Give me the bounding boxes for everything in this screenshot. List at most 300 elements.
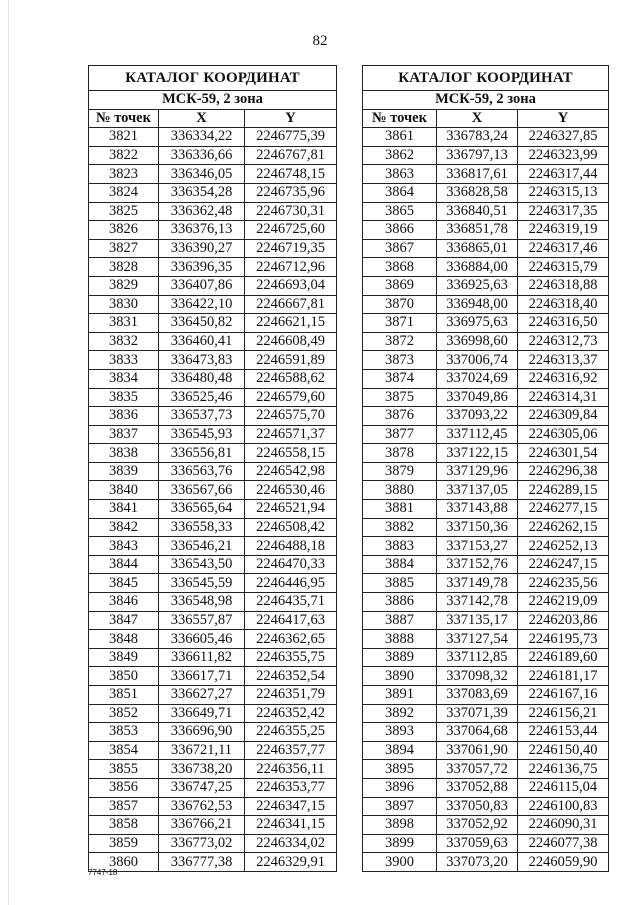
point-number-cell: 3865 — [363, 202, 437, 221]
point-number-cell: 3835 — [89, 388, 159, 407]
table-row — [363, 704, 609, 723]
table-row — [89, 704, 337, 723]
x-coordinate-cell: 337127,54 — [437, 630, 518, 649]
x-coordinate-cell: 336548,98 — [159, 593, 245, 612]
x-coordinate-cell: 336777,38 — [159, 853, 245, 872]
table-row — [89, 611, 337, 630]
x-coordinate-cell: 336558,33 — [159, 518, 245, 537]
point-number-cell: 3868 — [363, 258, 437, 277]
point-number-cell: 3840 — [89, 481, 159, 500]
point-number-cell: 3879 — [363, 462, 437, 481]
x-coordinate-cell: 337093,22 — [437, 407, 518, 426]
x-coordinate-cell: 336721,11 — [159, 741, 245, 760]
x-coordinate-cell: 337052,92 — [437, 816, 518, 835]
table-row — [89, 797, 337, 816]
y-coordinate-cell: 2246301,54 — [518, 444, 609, 463]
y-coordinate-cell: 2246153,44 — [518, 723, 609, 742]
point-number-cell: 3856 — [89, 778, 159, 797]
point-number-cell: 3829 — [89, 276, 159, 295]
point-number-cell: 3869 — [363, 276, 437, 295]
y-coordinate-cell: 2246521,94 — [245, 500, 337, 519]
point-number-cell: 3828 — [89, 258, 159, 277]
table-row — [89, 593, 337, 612]
table-row — [89, 481, 337, 500]
y-coordinate-cell: 2246588,62 — [245, 369, 337, 388]
table-row — [363, 537, 609, 556]
y-coordinate-cell: 2246667,81 — [245, 295, 337, 314]
x-coordinate-cell: 336783,24 — [437, 128, 518, 147]
point-number-cell: 3846 — [89, 593, 159, 612]
x-coordinate-cell: 337057,72 — [437, 760, 518, 779]
x-coordinate-cell: 336567,66 — [159, 481, 245, 500]
point-number-cell: 3873 — [363, 351, 437, 370]
column-header-y: Y — [518, 109, 609, 128]
x-coordinate-cell: 337143,88 — [437, 500, 518, 519]
x-coordinate-cell: 337122,15 — [437, 444, 518, 463]
y-coordinate-cell: 2246356,11 — [245, 760, 337, 779]
table-row — [363, 128, 609, 147]
x-coordinate-cell: 337083,69 — [437, 686, 518, 705]
table-row — [363, 500, 609, 519]
coordinate-catalog-table-right — [362, 65, 609, 872]
x-coordinate-cell: 336525,46 — [159, 388, 245, 407]
x-coordinate-cell: 337129,96 — [437, 462, 518, 481]
table-row — [363, 444, 609, 463]
x-coordinate-cell: 337150,36 — [437, 518, 518, 537]
table-row — [89, 295, 337, 314]
point-number-cell: 3871 — [363, 314, 437, 333]
point-number-cell: 3861 — [363, 128, 437, 147]
point-number-cell: 3854 — [89, 741, 159, 760]
point-number-cell: 3858 — [89, 816, 159, 835]
x-coordinate-cell: 336766,21 — [159, 816, 245, 835]
y-coordinate-cell: 2246289,15 — [518, 481, 609, 500]
point-number-cell: 3875 — [363, 388, 437, 407]
x-coordinate-cell: 336840,51 — [437, 202, 518, 221]
table-row — [363, 723, 609, 742]
x-coordinate-cell: 336450,82 — [159, 314, 245, 333]
y-coordinate-cell: 2246316,50 — [518, 314, 609, 333]
y-coordinate-cell: 2246329,91 — [245, 853, 337, 872]
table-row — [89, 518, 337, 537]
table-row — [89, 183, 337, 202]
catalog-title: КАТАЛОГ КООРДИНАТ — [89, 66, 337, 91]
y-coordinate-cell: 2246189,60 — [518, 648, 609, 667]
y-coordinate-cell: 2246435,71 — [245, 593, 337, 612]
point-number-cell: 3836 — [89, 407, 159, 426]
table-body-right — [363, 128, 609, 872]
table-row — [89, 537, 337, 556]
y-coordinate-cell: 2246352,42 — [245, 704, 337, 723]
point-number-cell: 3841 — [89, 500, 159, 519]
table-row — [363, 276, 609, 295]
y-coordinate-cell: 2246571,37 — [245, 425, 337, 444]
y-coordinate-cell: 2246317,44 — [518, 165, 609, 184]
point-number-cell: 3834 — [89, 369, 159, 388]
point-number-cell: 3891 — [363, 686, 437, 705]
x-coordinate-cell: 336948,00 — [437, 295, 518, 314]
table-row — [89, 388, 337, 407]
column-header-point-number: № точек — [89, 109, 159, 128]
table-row — [89, 741, 337, 760]
table-row — [363, 425, 609, 444]
y-coordinate-cell: 2246735,96 — [245, 183, 337, 202]
table-row — [89, 332, 337, 351]
point-number-cell: 3821 — [89, 128, 159, 147]
y-coordinate-cell: 2246488,18 — [245, 537, 337, 556]
point-number-cell: 3874 — [363, 369, 437, 388]
document-code: 7747-18 — [88, 868, 118, 877]
table-row — [89, 555, 337, 574]
catalog-title: КАТАЛОГ КООРДИНАТ — [363, 66, 609, 91]
y-coordinate-cell: 2246355,25 — [245, 723, 337, 742]
x-coordinate-cell: 337112,45 — [437, 425, 518, 444]
x-coordinate-cell: 336975,63 — [437, 314, 518, 333]
x-coordinate-cell: 336362,48 — [159, 202, 245, 221]
x-coordinate-cell: 336407,86 — [159, 276, 245, 295]
x-coordinate-cell: 336390,27 — [159, 239, 245, 258]
point-number-cell: 3897 — [363, 797, 437, 816]
point-number-cell: 3850 — [89, 667, 159, 686]
table-row — [363, 183, 609, 202]
y-coordinate-cell: 2246323,99 — [518, 146, 609, 165]
point-number-cell: 3825 — [89, 202, 159, 221]
point-number-cell: 3900 — [363, 853, 437, 872]
point-number-cell: 3880 — [363, 481, 437, 500]
y-coordinate-cell: 2246319,19 — [518, 221, 609, 240]
point-number-cell: 3887 — [363, 611, 437, 630]
table-row — [363, 369, 609, 388]
table-row — [363, 239, 609, 258]
point-number-cell: 3838 — [89, 444, 159, 463]
point-number-cell: 3855 — [89, 760, 159, 779]
point-number-cell: 3822 — [89, 146, 159, 165]
x-coordinate-cell: 336762,53 — [159, 797, 245, 816]
y-coordinate-cell: 2246712,96 — [245, 258, 337, 277]
table-row — [363, 351, 609, 370]
y-coordinate-cell: 2246296,38 — [518, 462, 609, 481]
table-row — [363, 574, 609, 593]
x-coordinate-cell: 336537,73 — [159, 407, 245, 426]
x-coordinate-cell: 336336,66 — [159, 146, 245, 165]
y-coordinate-cell: 2246470,33 — [245, 555, 337, 574]
point-number-cell: 3872 — [363, 332, 437, 351]
table-row — [363, 221, 609, 240]
y-coordinate-cell: 2246621,15 — [245, 314, 337, 333]
y-coordinate-cell: 2246156,21 — [518, 704, 609, 723]
table-row — [363, 258, 609, 277]
x-coordinate-cell: 336546,21 — [159, 537, 245, 556]
point-number-cell: 3843 — [89, 537, 159, 556]
table-row — [363, 611, 609, 630]
x-coordinate-cell: 336998,60 — [437, 332, 518, 351]
point-number-cell: 3883 — [363, 537, 437, 556]
x-coordinate-cell: 336565,64 — [159, 500, 245, 519]
point-number-cell: 3837 — [89, 425, 159, 444]
y-coordinate-cell: 2246203,86 — [518, 611, 609, 630]
table-row — [363, 648, 609, 667]
y-coordinate-cell: 2246730,31 — [245, 202, 337, 221]
point-number-cell: 3859 — [89, 834, 159, 853]
y-coordinate-cell: 2246167,16 — [518, 686, 609, 705]
y-coordinate-cell: 2246575,70 — [245, 407, 337, 426]
point-number-cell: 3876 — [363, 407, 437, 426]
x-coordinate-cell: 336473,83 — [159, 351, 245, 370]
point-number-cell: 3892 — [363, 704, 437, 723]
y-coordinate-cell: 2246136,75 — [518, 760, 609, 779]
column-header-point-number: № точек — [363, 109, 437, 128]
column-header-x: X — [159, 109, 245, 128]
x-coordinate-cell: 336605,46 — [159, 630, 245, 649]
point-number-cell: 3886 — [363, 593, 437, 612]
coordinate-system-label: МСК-59, 2 зона — [363, 91, 609, 110]
point-number-cell: 3888 — [363, 630, 437, 649]
x-coordinate-cell: 336851,78 — [437, 221, 518, 240]
y-coordinate-cell: 2246355,75 — [245, 648, 337, 667]
y-coordinate-cell: 2246334,02 — [245, 834, 337, 853]
y-coordinate-cell: 2246775,39 — [245, 128, 337, 147]
point-number-cell: 3827 — [89, 239, 159, 258]
y-coordinate-cell: 2246115,04 — [518, 778, 609, 797]
point-number-cell: 3862 — [363, 146, 437, 165]
x-coordinate-cell: 337153,27 — [437, 537, 518, 556]
table-row — [363, 667, 609, 686]
point-number-cell: 3899 — [363, 834, 437, 853]
y-coordinate-cell: 2246530,46 — [245, 481, 337, 500]
y-coordinate-cell: 2246351,79 — [245, 686, 337, 705]
table-row — [363, 630, 609, 649]
y-coordinate-cell: 2246317,35 — [518, 202, 609, 221]
point-number-cell: 3823 — [89, 165, 159, 184]
y-coordinate-cell: 2246591,89 — [245, 351, 337, 370]
y-coordinate-cell: 2246353,77 — [245, 778, 337, 797]
table-row — [363, 518, 609, 537]
point-number-cell: 3878 — [363, 444, 437, 463]
x-coordinate-cell: 336557,87 — [159, 611, 245, 630]
table-row — [89, 853, 337, 872]
x-coordinate-cell: 336376,13 — [159, 221, 245, 240]
y-coordinate-cell: 2246309,84 — [518, 407, 609, 426]
x-coordinate-cell: 336563,76 — [159, 462, 245, 481]
table-row — [363, 202, 609, 221]
y-coordinate-cell: 2246150,40 — [518, 741, 609, 760]
point-number-cell: 3896 — [363, 778, 437, 797]
x-coordinate-cell: 336747,25 — [159, 778, 245, 797]
x-coordinate-cell: 337073,20 — [437, 853, 518, 872]
point-number-cell: 3848 — [89, 630, 159, 649]
table-row — [89, 648, 337, 667]
table-row — [363, 555, 609, 574]
coordinate-system-label: МСК-59, 2 зона — [89, 91, 337, 110]
point-number-cell: 3839 — [89, 462, 159, 481]
table-row — [89, 407, 337, 426]
y-coordinate-cell: 2246352,54 — [245, 667, 337, 686]
table-row — [363, 146, 609, 165]
y-coordinate-cell: 2246347,15 — [245, 797, 337, 816]
table-row — [363, 797, 609, 816]
x-coordinate-cell: 337050,83 — [437, 797, 518, 816]
point-number-cell: 3852 — [89, 704, 159, 723]
y-coordinate-cell: 2246327,85 — [518, 128, 609, 147]
point-number-cell: 3864 — [363, 183, 437, 202]
table-row — [89, 778, 337, 797]
x-coordinate-cell: 336346,05 — [159, 165, 245, 184]
x-coordinate-cell: 337112,85 — [437, 648, 518, 667]
point-number-cell: 3847 — [89, 611, 159, 630]
point-number-cell: 3833 — [89, 351, 159, 370]
table-row — [363, 165, 609, 184]
table-row — [363, 388, 609, 407]
table-row — [363, 481, 609, 500]
x-coordinate-cell: 337061,90 — [437, 741, 518, 760]
point-number-cell: 3884 — [363, 555, 437, 574]
x-coordinate-cell: 337135,17 — [437, 611, 518, 630]
y-coordinate-cell: 2246362,65 — [245, 630, 337, 649]
y-coordinate-cell: 2246100,83 — [518, 797, 609, 816]
table-row — [363, 760, 609, 779]
x-coordinate-cell: 336334,22 — [159, 128, 245, 147]
x-coordinate-cell: 336460,41 — [159, 332, 245, 351]
y-coordinate-cell: 2246579,60 — [245, 388, 337, 407]
point-number-cell: 3830 — [89, 295, 159, 314]
point-number-cell: 3867 — [363, 239, 437, 258]
y-coordinate-cell: 2246357,77 — [245, 741, 337, 760]
table-row — [89, 834, 337, 853]
table-row — [89, 500, 337, 519]
x-coordinate-cell: 336617,71 — [159, 667, 245, 686]
point-number-cell: 3860 — [89, 853, 159, 872]
point-number-cell: 3826 — [89, 221, 159, 240]
y-coordinate-cell: 2246446,95 — [245, 574, 337, 593]
x-coordinate-cell: 336649,71 — [159, 704, 245, 723]
x-coordinate-cell: 337137,05 — [437, 481, 518, 500]
table-row — [89, 314, 337, 333]
table-row — [89, 258, 337, 277]
point-number-cell: 3882 — [363, 518, 437, 537]
point-number-cell: 3895 — [363, 760, 437, 779]
y-coordinate-cell: 2246195,73 — [518, 630, 609, 649]
table-row — [89, 444, 337, 463]
x-coordinate-cell: 336611,82 — [159, 648, 245, 667]
table-row — [363, 778, 609, 797]
table-row — [89, 146, 337, 165]
y-coordinate-cell: 2246558,15 — [245, 444, 337, 463]
x-coordinate-cell: 336545,93 — [159, 425, 245, 444]
y-coordinate-cell: 2246748,15 — [245, 165, 337, 184]
table-row — [363, 314, 609, 333]
x-coordinate-cell: 336925,63 — [437, 276, 518, 295]
y-coordinate-cell: 2246252,13 — [518, 537, 609, 556]
y-coordinate-cell: 2246305,06 — [518, 425, 609, 444]
y-coordinate-cell: 2246315,79 — [518, 258, 609, 277]
table-row — [89, 574, 337, 593]
table-row — [89, 369, 337, 388]
x-coordinate-cell: 336817,61 — [437, 165, 518, 184]
point-number-cell: 3877 — [363, 425, 437, 444]
scan-edge-line — [8, 0, 9, 905]
table-row — [89, 128, 337, 147]
table-row — [89, 165, 337, 184]
x-coordinate-cell: 336627,27 — [159, 686, 245, 705]
x-coordinate-cell: 336422,10 — [159, 295, 245, 314]
table-row — [89, 462, 337, 481]
x-coordinate-cell: 337059,63 — [437, 834, 518, 853]
x-coordinate-cell: 336354,28 — [159, 183, 245, 202]
y-coordinate-cell: 2246318,88 — [518, 276, 609, 295]
table-row — [363, 686, 609, 705]
point-number-cell: 3866 — [363, 221, 437, 240]
table-row — [363, 593, 609, 612]
point-number-cell: 3870 — [363, 295, 437, 314]
x-coordinate-cell: 337006,74 — [437, 351, 518, 370]
table-row — [89, 816, 337, 835]
point-number-cell: 3894 — [363, 741, 437, 760]
point-number-cell: 3824 — [89, 183, 159, 202]
x-coordinate-cell: 337098,32 — [437, 667, 518, 686]
y-coordinate-cell: 2246719,35 — [245, 239, 337, 258]
x-coordinate-cell: 336773,02 — [159, 834, 245, 853]
table-row — [363, 741, 609, 760]
point-number-cell: 3893 — [363, 723, 437, 742]
y-coordinate-cell: 2246314,31 — [518, 388, 609, 407]
table-row — [89, 351, 337, 370]
point-number-cell: 3844 — [89, 555, 159, 574]
point-number-cell: 3885 — [363, 574, 437, 593]
table-row — [89, 202, 337, 221]
y-coordinate-cell: 2246059,90 — [518, 853, 609, 872]
x-coordinate-cell: 337049,86 — [437, 388, 518, 407]
x-coordinate-cell: 337142,78 — [437, 593, 518, 612]
table-row — [89, 276, 337, 295]
table-row — [363, 462, 609, 481]
column-header-x: X — [437, 109, 518, 128]
table-body-left — [89, 128, 337, 872]
y-coordinate-cell: 2246725,60 — [245, 221, 337, 240]
y-coordinate-cell: 2246262,15 — [518, 518, 609, 537]
x-coordinate-cell: 337024,69 — [437, 369, 518, 388]
point-number-cell: 3832 — [89, 332, 159, 351]
coordinate-catalog-table-left — [88, 65, 337, 872]
y-coordinate-cell: 2246277,15 — [518, 500, 609, 519]
table-row — [89, 667, 337, 686]
y-coordinate-cell: 2246608,49 — [245, 332, 337, 351]
x-coordinate-cell: 336696,90 — [159, 723, 245, 742]
x-coordinate-cell: 337064,68 — [437, 723, 518, 742]
point-number-cell: 3845 — [89, 574, 159, 593]
y-coordinate-cell: 2246235,56 — [518, 574, 609, 593]
x-coordinate-cell: 337152,76 — [437, 555, 518, 574]
y-coordinate-cell: 2246693,04 — [245, 276, 337, 295]
point-number-cell: 3863 — [363, 165, 437, 184]
table-row — [89, 686, 337, 705]
table-row — [363, 853, 609, 872]
y-coordinate-cell: 2246317,46 — [518, 239, 609, 258]
x-coordinate-cell: 336556,81 — [159, 444, 245, 463]
point-number-cell: 3853 — [89, 723, 159, 742]
x-coordinate-cell: 336828,58 — [437, 183, 518, 202]
point-number-cell: 3851 — [89, 686, 159, 705]
y-coordinate-cell: 2246312,73 — [518, 332, 609, 351]
point-number-cell: 3831 — [89, 314, 159, 333]
y-coordinate-cell: 2246341,15 — [245, 816, 337, 835]
y-coordinate-cell: 2246542,98 — [245, 462, 337, 481]
y-coordinate-cell: 2246767,81 — [245, 146, 337, 165]
x-coordinate-cell: 336396,35 — [159, 258, 245, 277]
y-coordinate-cell: 2246090,31 — [518, 816, 609, 835]
y-coordinate-cell: 2246247,15 — [518, 555, 609, 574]
point-number-cell: 3849 — [89, 648, 159, 667]
table-row — [363, 834, 609, 853]
